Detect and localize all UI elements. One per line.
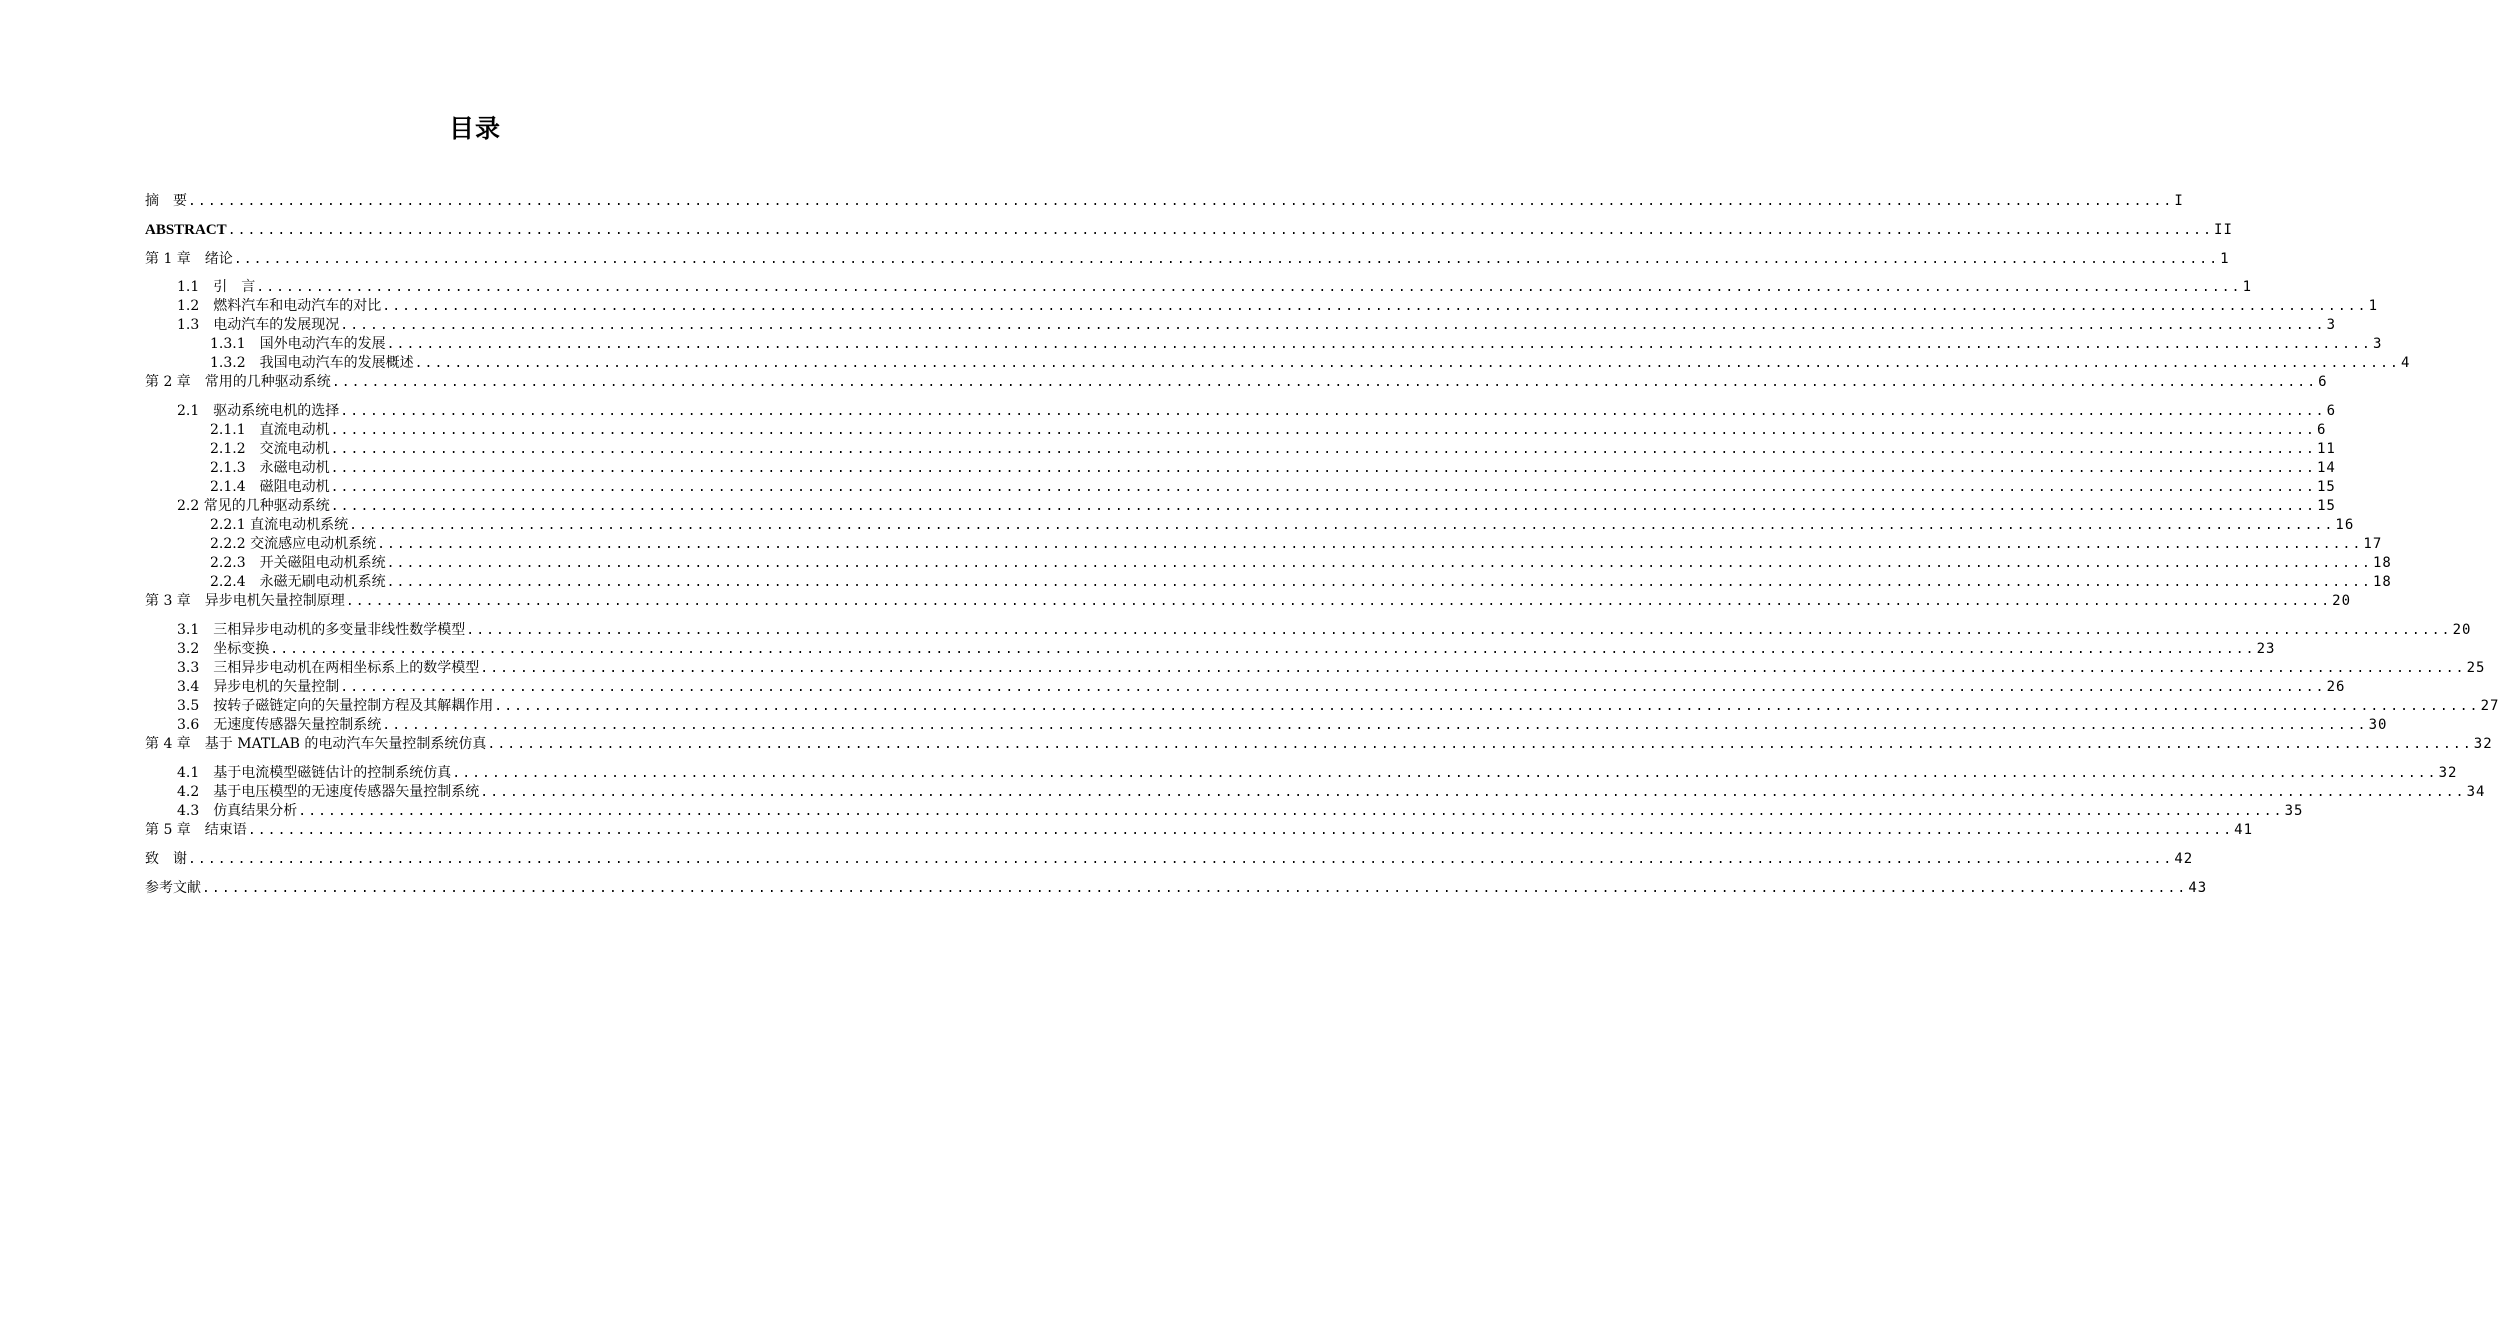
toc-entry[interactable] — [145, 221, 2233, 240]
toc-entry[interactable] — [210, 516, 2355, 535]
toc-entry-page-number: 15 — [2316, 479, 2336, 495]
toc-entry-label: 4.2 基于电压模型的无速度传感器矢量控制系统 — [177, 784, 480, 800]
toc-entry-page-number: 17 — [2363, 536, 2383, 552]
toc-entry-page-number: 18 — [2372, 555, 2392, 571]
toc-entry-label: 第 2 章 常用的几种驱动系统 — [145, 374, 331, 390]
toc-entry-page-number: 27 — [2480, 698, 2499, 714]
toc-entry-label: 2.2.2 交流感应电动机系统 — [210, 536, 377, 552]
toc-entry-page-number: 25 — [2466, 660, 2486, 676]
toc-entry[interactable] — [145, 850, 2194, 869]
dot-leader: ........................................................................................................................................................................................................ — [340, 680, 2326, 695]
dot-leader: ........................................................................................................................................................................................................ — [386, 556, 2372, 571]
dot-leader: ........................................................................................................................................................................................................ — [494, 699, 2480, 714]
dot-leader: ........................................................................................................................................................................................................ — [247, 823, 2234, 838]
toc-entry[interactable] — [210, 440, 2336, 459]
dot-leader: ........................................................................................................................................................................................................ — [330, 499, 2317, 514]
toc-entry[interactable] — [210, 459, 2336, 478]
dot-leader: ........................................................................................................................................................................................................ — [270, 642, 2256, 657]
dot-leader: ........................................................................................................................................................................................................ — [414, 356, 2400, 371]
toc-entry[interactable] — [177, 659, 2486, 678]
toc-entry[interactable] — [145, 592, 2352, 611]
toc-entry-page-number: 1 — [2368, 298, 2379, 314]
toc-entry-page-number: 32 — [2473, 736, 2493, 752]
toc-entry[interactable] — [177, 678, 2346, 697]
page-title: 目录 — [448, 114, 501, 143]
toc-entry-page-number: 42 — [2174, 851, 2194, 867]
toc-entry[interactable] — [210, 478, 2336, 497]
dot-leader: ........................................................................................................................................................................................................ — [330, 442, 2316, 457]
toc-entry[interactable] — [177, 621, 2472, 640]
toc-entry-label: 4.1 基于电流模型磁链估计的控制系统仿真 — [177, 765, 452, 781]
dot-leader: ........................................................................................................................................................................................................ — [386, 575, 2372, 590]
dot-leader: ........................................................................................................................................................................................................ — [377, 537, 2363, 552]
toc-entry-label: 2.1 驱动系统电机的选择 — [177, 403, 340, 419]
toc-entry-label: 参考文献 — [145, 880, 201, 896]
toc-entry[interactable] — [145, 373, 2328, 392]
dot-leader: ........................................................................................................................................................................................................ — [188, 194, 2174, 209]
toc-entry-page-number: 16 — [2335, 517, 2355, 533]
toc-entry-label: 1.1 引 言 — [177, 279, 256, 295]
toc-entry[interactable] — [210, 573, 2392, 592]
toc-entry-page-number: I — [2174, 193, 2184, 209]
toc-entry-page-number: 6 — [2316, 422, 2327, 438]
dot-leader: ........................................................................................................................................................................................................ — [330, 480, 2316, 495]
toc-entry-label: 3.1 三相异步电动机的多变量非线性数学模型 — [177, 622, 466, 638]
toc-entry-page-number: 26 — [2326, 679, 2346, 695]
toc-entry[interactable] — [177, 764, 2458, 783]
toc-entry-page-number: 11 — [2316, 441, 2336, 457]
toc-entry-page-number: 3 — [2326, 317, 2337, 333]
toc-entry-page-number: 6 — [2326, 403, 2337, 419]
dot-leader: ........................................................................................................................................................................................................ — [330, 423, 2316, 438]
toc-entry-label: 1.3.1 国外电动汽车的发展 — [210, 336, 386, 352]
dot-leader: ........................................................................................................................................................................................................ — [202, 881, 2188, 896]
toc-entry-page-number: 20 — [2332, 593, 2352, 609]
dot-leader: ........................................................................................................................................................................................................ — [340, 404, 2326, 419]
toc-entry[interactable] — [177, 297, 2379, 316]
toc-entry[interactable] — [177, 783, 2486, 802]
dot-leader: ........................................................................................................................................................................................................ — [330, 461, 2316, 476]
toc-entry[interactable] — [177, 316, 2337, 335]
toc-entry-label: 摘 要 — [145, 193, 187, 209]
toc-entry[interactable] — [210, 421, 2327, 440]
dot-leader: ........................................................................................................................................................................................................ — [331, 375, 2318, 390]
toc-entry[interactable] — [177, 697, 2499, 716]
dot-leader: ........................................................................................................................................................................................................ — [227, 223, 2214, 238]
toc-entry-page-number: 35 — [2284, 803, 2304, 819]
toc-entry-label: 2.1.2 交流电动机 — [210, 441, 330, 457]
dot-leader: ........................................................................................................................................................................................................ — [452, 766, 2438, 781]
toc-entry-label: 2.2.4 永磁无刷电动机系统 — [210, 574, 386, 590]
toc-entry-label: 2.2.3 开关磁阻电动机系统 — [210, 555, 386, 571]
toc-entry-label: 3.3 三相异步电动机在两相坐标系上的数学模型 — [177, 660, 480, 676]
toc-entry-label: 第 5 章 结束语 — [145, 822, 247, 838]
toc-entry[interactable] — [210, 335, 2383, 354]
toc-entry[interactable] — [145, 192, 2184, 211]
toc-entry-page-number: 32 — [2438, 765, 2458, 781]
dot-leader: ........................................................................................................................................................................................................ — [382, 299, 2368, 314]
toc-entry-page-number: 30 — [2368, 717, 2388, 733]
dot-leader: ........................................................................................................................................................................................................ — [345, 594, 2332, 609]
dot-leader: ........................................................................................................................................................................................................ — [466, 623, 2452, 638]
toc-entry-label: 2.2.1 直流电动机系统 — [210, 517, 349, 533]
toc-entry-label: 4.3 仿真结果分析 — [177, 803, 298, 819]
toc-entry[interactable] — [210, 354, 2411, 373]
dot-leader: ........................................................................................................................................................................................................ — [256, 280, 2242, 295]
dot-leader: ........................................................................................................................................................................................................ — [382, 718, 2368, 733]
toc-entry[interactable] — [177, 402, 2337, 421]
toc-entry-page-number: 1 — [2220, 251, 2230, 267]
toc-entry[interactable] — [145, 879, 2208, 898]
toc-entry-label: 第 4 章 基于 MATLAB 的电动汽车矢量控制系统仿真 — [145, 736, 487, 752]
toc-entry-page-number: 15 — [2317, 498, 2336, 514]
toc-entry-page-number: 14 — [2316, 460, 2336, 476]
dot-leader: ........................................................................................................................................................................................................ — [480, 785, 2466, 800]
toc-entry-label: 1.3.2 我国电动汽车的发展概述 — [210, 355, 414, 371]
toc-entry-label: 3.5 按转子磁链定向的矢量控制方程及其解耦作用 — [177, 698, 494, 714]
toc-entry-page-number: 43 — [2188, 880, 2208, 896]
toc-entry-label: 3.4 异步电机的矢量控制 — [177, 679, 340, 695]
toc-entry[interactable] — [177, 716, 2388, 735]
toc-entry-label: 2.1.4 磁阻电动机 — [210, 479, 330, 495]
toc-entry-page-number: 1 — [2242, 279, 2253, 295]
toc-entry-page-number: 20 — [2452, 622, 2472, 638]
toc-entry[interactable] — [145, 250, 2230, 269]
toc-entry-page-number: 23 — [2256, 641, 2276, 657]
dot-leader: ........................................................................................................................................................................................................ — [349, 518, 2335, 533]
dot-leader: ........................................................................................................................................................................................................ — [487, 737, 2473, 752]
toc-entry-label: 致 谢 — [145, 851, 187, 867]
dot-leader: ........................................................................................................................................................................................................ — [480, 661, 2466, 676]
toc-entry-label: 2.2 常见的几种驱动系统 — [177, 498, 330, 514]
toc-entry-label: 1.2 燃料汽车和电动汽车的对比 — [177, 298, 382, 314]
toc-entry-label: 3.6 无速度传感器矢量控制系统 — [177, 717, 382, 733]
toc-entry-page-number: 34 — [2466, 784, 2486, 800]
toc-entry-page-number: 3 — [2372, 336, 2383, 352]
dot-leader: ........................................................................................................................................................................................................ — [298, 804, 2284, 819]
dot-leader: ........................................................................................................................................................................................................ — [188, 852, 2174, 867]
dot-leader: ........................................................................................................................................................................................................ — [386, 337, 2372, 352]
toc-entry-label: ABSTRACT — [145, 222, 227, 238]
toc-entry-label: 2.1.3 永磁电动机 — [210, 460, 330, 476]
toc-entry-label: 1.3 电动汽车的发展现况 — [177, 317, 340, 333]
toc-entry[interactable] — [210, 535, 2383, 554]
toc-entry-label: 2.1.1 直流电动机 — [210, 422, 330, 438]
toc-entry[interactable] — [145, 821, 2254, 840]
toc-entry-page-number: 18 — [2372, 574, 2392, 590]
toc-entry[interactable] — [177, 278, 2253, 297]
toc-entry[interactable] — [177, 802, 2304, 821]
toc-entry[interactable] — [145, 735, 2493, 754]
toc-entry[interactable] — [210, 554, 2392, 573]
dot-leader: ........................................................................................................................................................................................................ — [233, 252, 2220, 267]
toc-entry-label: 第 1 章 绪论 — [145, 251, 233, 267]
toc-entry-label: 3.2 坐标变换 — [177, 641, 270, 657]
toc-entry[interactable] — [177, 497, 2336, 516]
toc-entry-label: 第 3 章 异步电机矢量控制原理 — [145, 593, 345, 609]
toc-entry[interactable] — [177, 640, 2276, 659]
dot-leader: ........................................................................................................................................................................................................ — [340, 318, 2326, 333]
toc-entry-page-number: II — [2214, 222, 2233, 238]
toc-entry-page-number: 6 — [2318, 374, 2328, 390]
toc-entry-page-number: 4 — [2400, 355, 2411, 371]
toc-entry-page-number: 41 — [2234, 822, 2254, 838]
